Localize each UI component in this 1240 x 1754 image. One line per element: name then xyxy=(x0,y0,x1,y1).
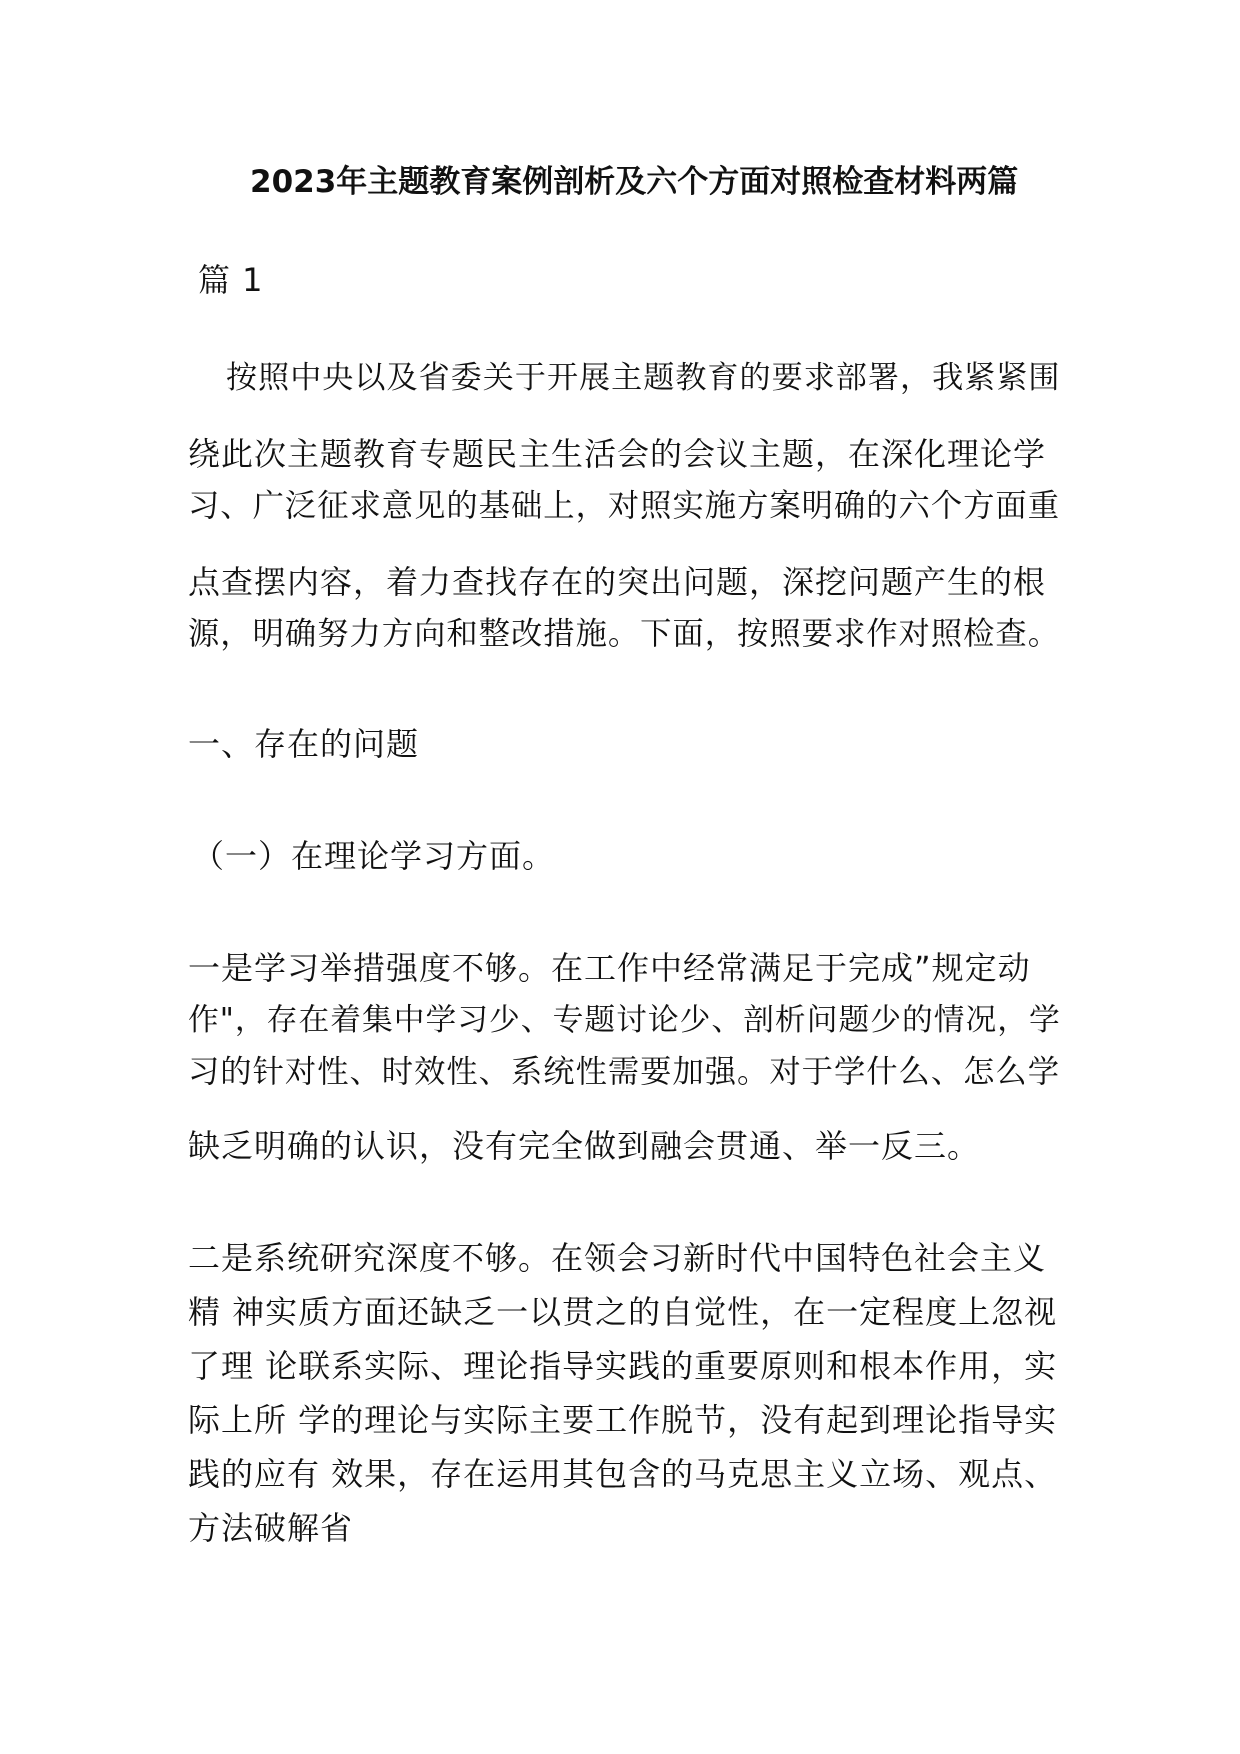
paragraph-line: 践的应有 效果，存在运用其包含的马克思主义立场、观点、 xyxy=(188,1455,1058,1493)
paragraph-line: 方法破解省 xyxy=(188,1509,354,1547)
document-title: 2023年主题教育案例剖析及六个方面对照检查材料两篇 xyxy=(250,164,1019,200)
paragraph-line: 一是学习举措强度不够。在工作中经常满足于完成”规定动 xyxy=(188,949,1031,987)
paragraph-line: 点查摆内容，着力查找存在的突出问题，深挖问题产生的根 xyxy=(188,563,1047,601)
section-label: 篇 1 xyxy=(198,261,264,299)
paragraph-line: 精 神实质方面还缺乏一以贯之的自觉性，在一定程度上忽视 xyxy=(188,1293,1058,1331)
paragraph-line: 作"，存在着集中学习少、专题讨论少、剖析问题少的情况，学 xyxy=(188,1002,1061,1038)
paragraph-line: 绕此次主题教育专题民主生活会的会议主题，在深化理论学 xyxy=(188,435,1047,473)
paragraph-line: 二是系统研究深度不够。在领会习新时代中国特色社会主义 xyxy=(188,1239,1047,1277)
paragraph-line: 习的针对性、时效性、系统性需要加强。对于学什么、怎么学 xyxy=(188,1054,1061,1090)
paragraph-line: 了理 论联系实际、理论指导实践的重要原则和根本作用，实 xyxy=(188,1347,1058,1385)
paragraph-line: 习、广泛征求意见的基础上，对照实施方案明确的六个方面重 xyxy=(188,488,1061,524)
section-heading: 一、存在的问题 xyxy=(188,725,420,763)
paragraph-line: 际上所 学的理论与实际主要工作脱节，没有起到理论指导实 xyxy=(188,1401,1058,1439)
paragraph-line: 源，明确努力方向和整改措施。下面，按照要求作对照检查。 xyxy=(188,616,1061,652)
paragraph-line: 缺乏明确的认识，没有完全做到融会贯通、举一反三。 xyxy=(188,1127,981,1165)
paragraph-line: 按照中央以及省委关于开展主题教育的要求部署，我紧紧围 xyxy=(226,360,1061,396)
subsection-heading: （一）在理论学习方面。 xyxy=(192,837,556,875)
